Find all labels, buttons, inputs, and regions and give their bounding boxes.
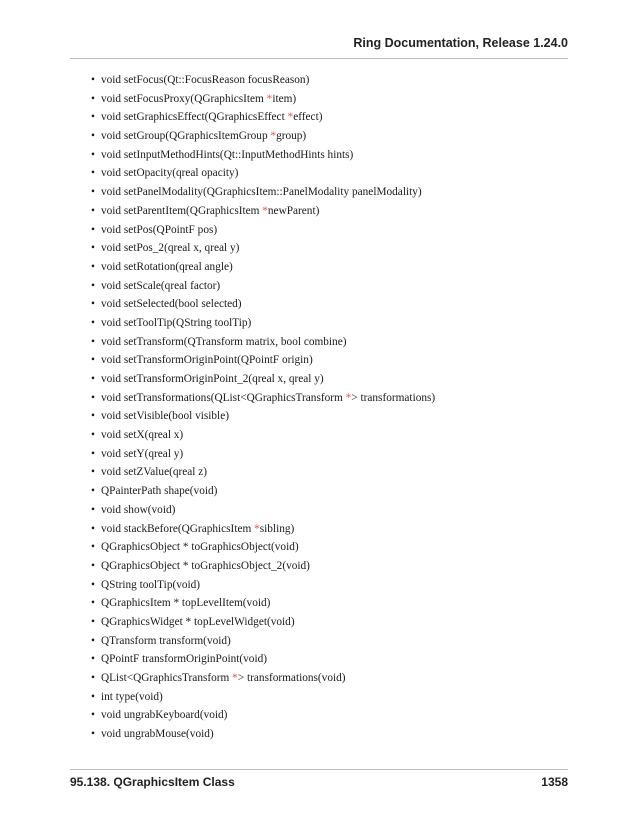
method-list xyxy=(91,71,435,744)
list-item xyxy=(91,146,435,165)
list-item xyxy=(91,370,435,389)
list-item xyxy=(91,650,435,669)
bullet-icon: • xyxy=(91,373,95,385)
bullet-icon: • xyxy=(91,74,95,86)
list-item xyxy=(91,463,435,482)
method-signature: void setInputMethodHints(Qt::InputMethodHints hints) xyxy=(101,148,354,161)
pointer-star: * xyxy=(270,130,277,143)
method-signature: QTransform transform(void) xyxy=(101,634,231,647)
bullet-icon: • xyxy=(91,92,95,105)
bullet-icon: • xyxy=(91,578,95,591)
bullet-icon: • xyxy=(91,466,95,479)
method-signature: QGraphicsObject * toGraphicsObject(void) xyxy=(101,541,299,554)
method-signature: void setFocusProxy(QGraphicsItem xyxy=(101,92,267,105)
method-signature: void setTransformOriginPoint_2(qreal x, qreal y) xyxy=(101,373,324,385)
bullet-icon: • xyxy=(91,167,95,180)
list-item xyxy=(91,520,435,539)
bullet-icon: • xyxy=(91,316,95,329)
list-item xyxy=(91,351,435,370)
bullet-icon: • xyxy=(91,728,95,741)
bullet-icon: • xyxy=(91,354,95,367)
bullet-icon: • xyxy=(91,148,95,161)
method-signature: void setVisible(bool visible) xyxy=(101,410,229,423)
list-item xyxy=(91,295,435,314)
list-item xyxy=(91,557,435,576)
bullet-icon: • xyxy=(91,429,95,442)
bullet-icon: • xyxy=(91,690,95,703)
list-item xyxy=(91,389,435,408)
bullet-icon: • xyxy=(91,391,95,404)
method-signature: void setParentItem(QGraphicsItem xyxy=(101,204,263,217)
list-item xyxy=(91,594,435,613)
pointer-star: * xyxy=(287,111,294,124)
bullet-icon: • xyxy=(91,410,95,423)
list-item xyxy=(91,239,435,258)
method-signature: void setZValue(qreal z) xyxy=(101,466,208,479)
method-signature: int type(void) xyxy=(101,690,163,703)
method-signature-rest: > transformations) xyxy=(351,391,436,404)
pointer-star: * xyxy=(254,522,260,535)
method-signature: void setGraphicsEffect(QGraphicsEffect xyxy=(101,111,288,124)
bullet-icon: • xyxy=(91,335,95,348)
bullet-icon: • xyxy=(91,298,95,311)
pointer-star: * xyxy=(266,92,273,105)
list-item xyxy=(91,314,435,333)
bullet-icon: • xyxy=(91,541,95,554)
method-signature: QGraphicsObject * toGraphicsObject_2(void) xyxy=(101,559,310,572)
method-signature: void ungrabKeyboard(void) xyxy=(101,709,228,722)
bullet-icon: • xyxy=(91,503,95,516)
method-signature: void setToolTip(QString toolTip) xyxy=(101,316,252,329)
list-item xyxy=(91,71,435,90)
method-signature: QPointF transformOriginPoint(void) xyxy=(101,653,268,666)
method-signature: void setScale(qreal factor) xyxy=(101,279,221,292)
method-signature: QPainterPath shape(void) xyxy=(101,485,218,498)
bullet-icon: • xyxy=(91,485,95,498)
method-signature: void setX(qreal x) xyxy=(101,429,184,442)
bullet-icon: • xyxy=(91,186,95,199)
bullet-icon: • xyxy=(91,634,95,647)
list-item xyxy=(91,501,435,520)
list-item xyxy=(91,277,435,296)
bullet-icon: • xyxy=(91,242,95,255)
bullet-icon: • xyxy=(91,559,95,572)
bullet-icon: • xyxy=(91,111,95,124)
bullet-icon: • xyxy=(91,709,95,722)
method-signature: void setSelected(bool selected) xyxy=(101,298,242,311)
bullet-icon: • xyxy=(91,522,95,535)
list-item xyxy=(91,538,435,557)
list-item xyxy=(91,221,435,240)
page-header xyxy=(70,36,568,59)
bullet-icon: • xyxy=(91,223,95,236)
method-signature: void setTransformations(QList<QGraphicsTransform xyxy=(101,391,346,404)
bullet-icon: • xyxy=(91,130,95,143)
method-signature: void setY(qreal y) xyxy=(101,447,184,460)
list-item xyxy=(91,613,435,632)
bullet-icon: • xyxy=(91,672,95,684)
method-signature: void setRotation(qreal angle) xyxy=(101,260,233,273)
method-signature: void setTransform(QTransform matrix, bool combine) xyxy=(101,335,347,348)
list-item xyxy=(91,482,435,501)
method-signature: QGraphicsItem * topLevelItem(void) xyxy=(101,597,271,610)
method-signature: QString toolTip(void) xyxy=(101,578,201,591)
bullet-icon: • xyxy=(91,447,95,460)
method-signature-rest: newParent) xyxy=(267,204,320,217)
method-signature: void setPos(QPointF pos) xyxy=(101,223,218,236)
list-item xyxy=(91,202,435,221)
method-signature: void setFocus(Qt::FocusReason focusReason) xyxy=(101,74,310,86)
method-signature: void setTransformOriginPoint(QPointF origin) xyxy=(101,354,313,367)
bullet-icon: • xyxy=(91,279,95,292)
method-signature-rest: effect) xyxy=(293,111,323,124)
list-item xyxy=(91,258,435,277)
section-title: 95.138. QGraphicsItem Class xyxy=(70,775,235,789)
list-item xyxy=(91,445,435,464)
bullet-icon: • xyxy=(91,653,95,666)
method-signature-rest: item) xyxy=(272,92,297,105)
page-footer xyxy=(70,769,568,792)
method-signature: void setPanelModality(QGraphicsItem::PanelModality panelModality) xyxy=(101,186,422,199)
method-signature-rest: group) xyxy=(276,130,307,143)
method-signature-rest: > transformations(void) xyxy=(237,672,346,684)
pointer-star: * xyxy=(262,204,268,217)
bullet-icon: • xyxy=(91,597,95,610)
list-item xyxy=(91,576,435,595)
list-item xyxy=(91,127,435,146)
list-item xyxy=(91,108,435,127)
pointer-star: * xyxy=(345,391,352,404)
method-signature: void show(void) xyxy=(101,503,176,516)
bullet-icon: • xyxy=(91,204,95,217)
list-item xyxy=(91,706,435,725)
method-signature: void setGroup(QGraphicsItemGroup xyxy=(101,130,271,143)
list-item xyxy=(91,632,435,651)
list-item xyxy=(91,407,435,426)
method-signature: void stackBefore(QGraphicsItem xyxy=(101,522,255,535)
bullet-icon: • xyxy=(91,615,95,628)
list-item xyxy=(91,164,435,183)
list-item xyxy=(91,688,435,707)
method-signature: void setPos_2(qreal x, qreal y) xyxy=(101,242,240,255)
document-title: Ring Documentation, Release 1.24.0 xyxy=(353,36,568,50)
list-item xyxy=(91,333,435,352)
method-signature: void ungrabMouse(void) xyxy=(101,728,214,741)
method-signature: void setOpacity(qreal opacity) xyxy=(101,167,239,180)
method-signature-rest: sibling) xyxy=(259,522,295,535)
list-item xyxy=(91,669,435,688)
page-number: 1358 xyxy=(541,775,568,789)
list-item xyxy=(91,725,435,744)
list-item xyxy=(91,90,435,109)
bullet-icon: • xyxy=(91,260,95,273)
list-item xyxy=(91,183,435,202)
method-signature: QList<QGraphicsTransform xyxy=(101,672,233,684)
method-signature: QGraphicsWidget * topLevelWidget(void) xyxy=(101,615,295,628)
list-item xyxy=(91,426,435,445)
pointer-star: * xyxy=(232,672,238,684)
